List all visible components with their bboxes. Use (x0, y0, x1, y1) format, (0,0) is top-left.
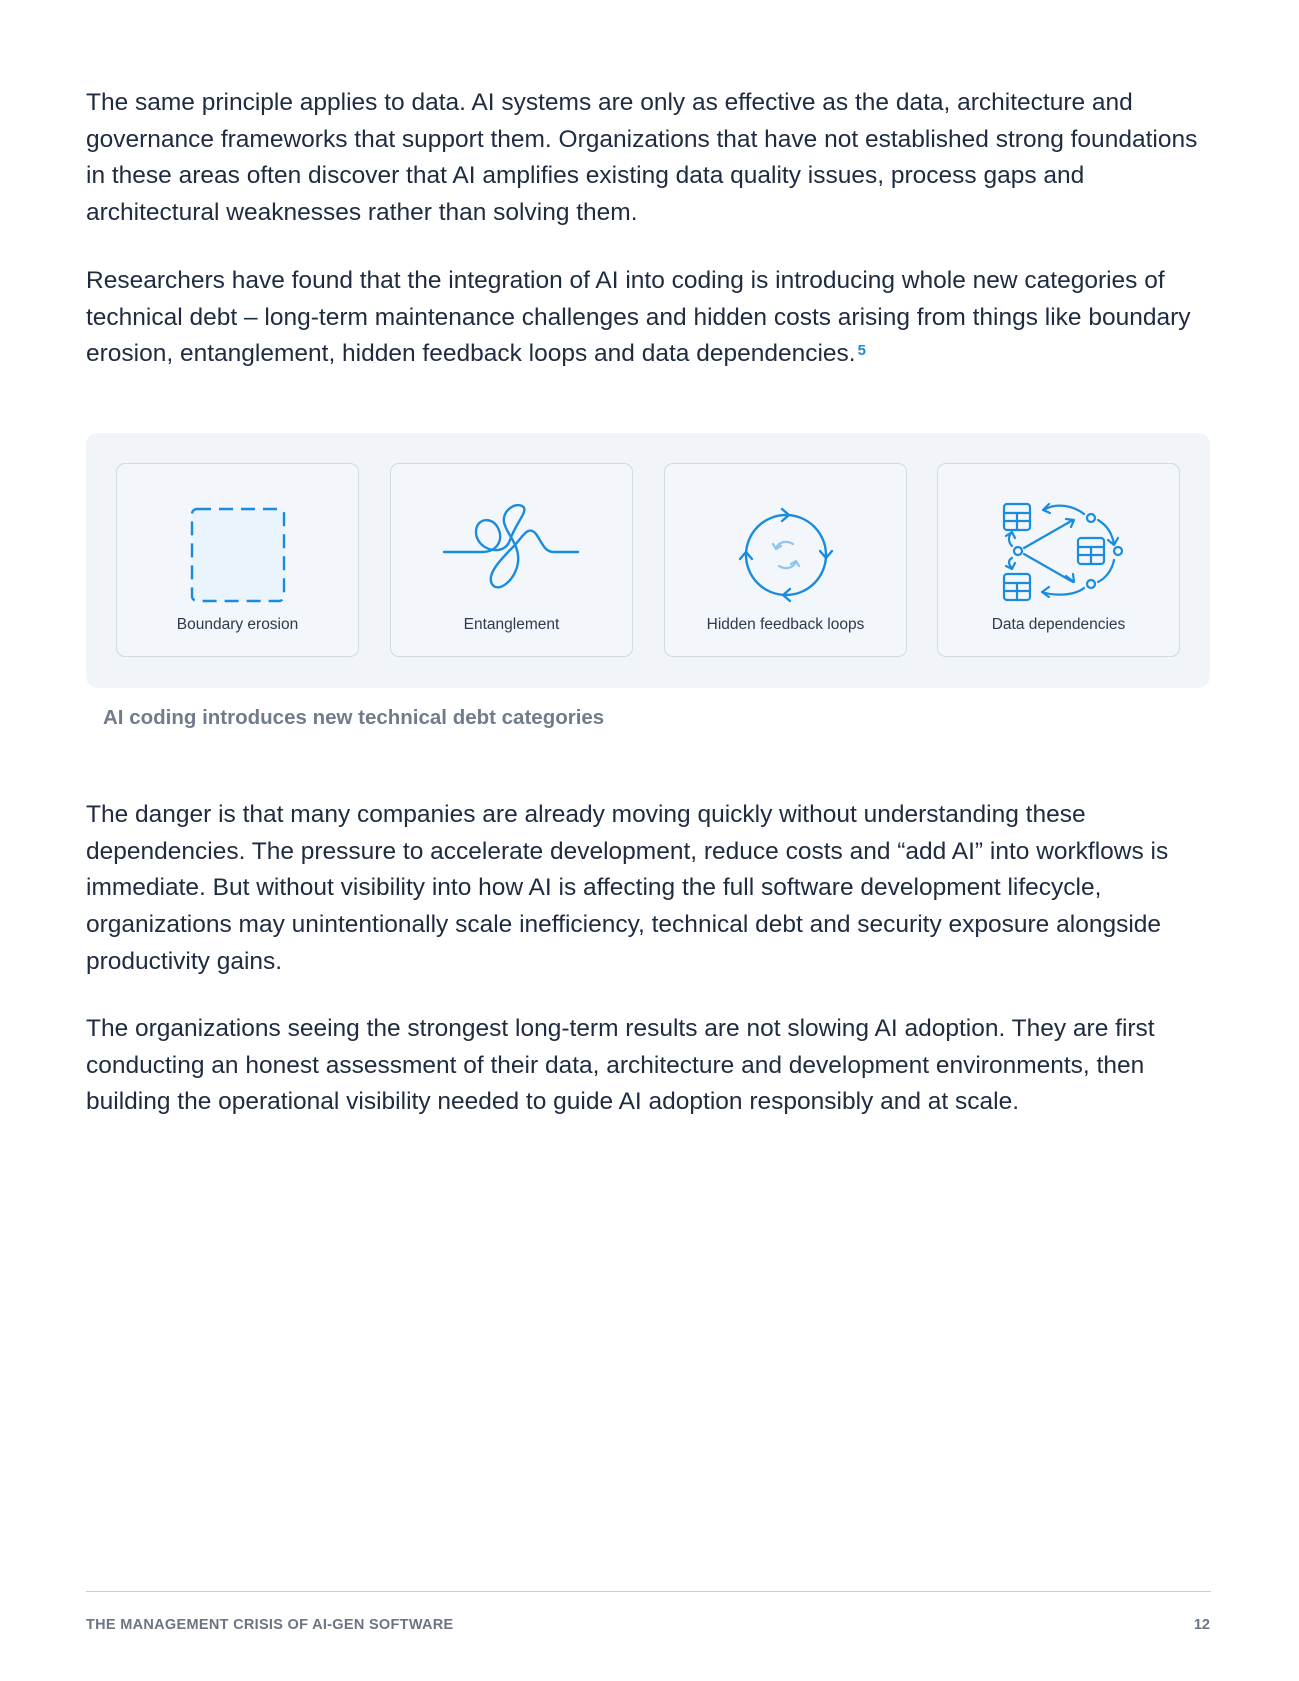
footnote-reference[interactable]: 5 (857, 342, 866, 360)
card-data-dependencies (937, 463, 1180, 657)
body-paragraph-1: The same principle applies to data. AI systems are only as effective as the data, architecture and governance frameworks that support them. Organizations that have not established strong foundations in these areas often discover that AI amplifies existing data quality issues, process gaps and architectural weaknesses rather than solving them. (86, 89, 1198, 227)
body-paragraph-4: The organizations seeing the strongest long-term results are not slowing AI adoption. They are first conducting an honest assessment of their data, architecture and development environments, then building the operational visibility needed to guide AI adoption responsibly and at scale. (86, 1015, 1155, 1116)
card-label: Boundary erosion (176, 616, 299, 633)
dashed-square-icon (183, 500, 293, 610)
card-boundary-erosion (116, 463, 359, 657)
card-hidden-feedback-loops (664, 463, 907, 657)
circular-arrows-icon (731, 500, 841, 610)
footer-divider (86, 1591, 1211, 1592)
figure-caption: AI coding introduces new technical debt categories (103, 706, 605, 729)
card-entanglement (390, 463, 633, 657)
body-paragraph-2 (86, 263, 1216, 373)
footer-document-title: THE MANAGEMENT CRISIS OF AI-GEN SOFTWARE (86, 1617, 454, 1633)
card-label: Data dependencies (991, 616, 1126, 633)
connected-tables-icon (994, 500, 1124, 610)
body-paragraph-2-text: Researchers have found that the integration of AI into coding is introducing whole new categories of technical debt – long-term maintenance challenges and hidden costs arising from things like boundary erosion, entanglement, hidden feedback loops and data dependencies. (86, 267, 1191, 368)
card-label: Hidden feedback loops (706, 616, 865, 633)
card-label: Entanglement (463, 616, 560, 633)
footer-page-number: 12 (1193, 1617, 1210, 1633)
tech-debt-figure (86, 433, 1210, 688)
body-paragraph-3: The danger is that many companies are already moving quickly without understanding these dependencies. The pressure to accelerate development, reduce costs and “add AI” into workflows is immediate. But without visibility into how AI is affecting the full software development lifecycle, organizations may unintentionally scale inefficiency, technical debt and security exposure alongside productivity gains. (86, 801, 1169, 975)
tangled-line-icon (442, 500, 582, 610)
